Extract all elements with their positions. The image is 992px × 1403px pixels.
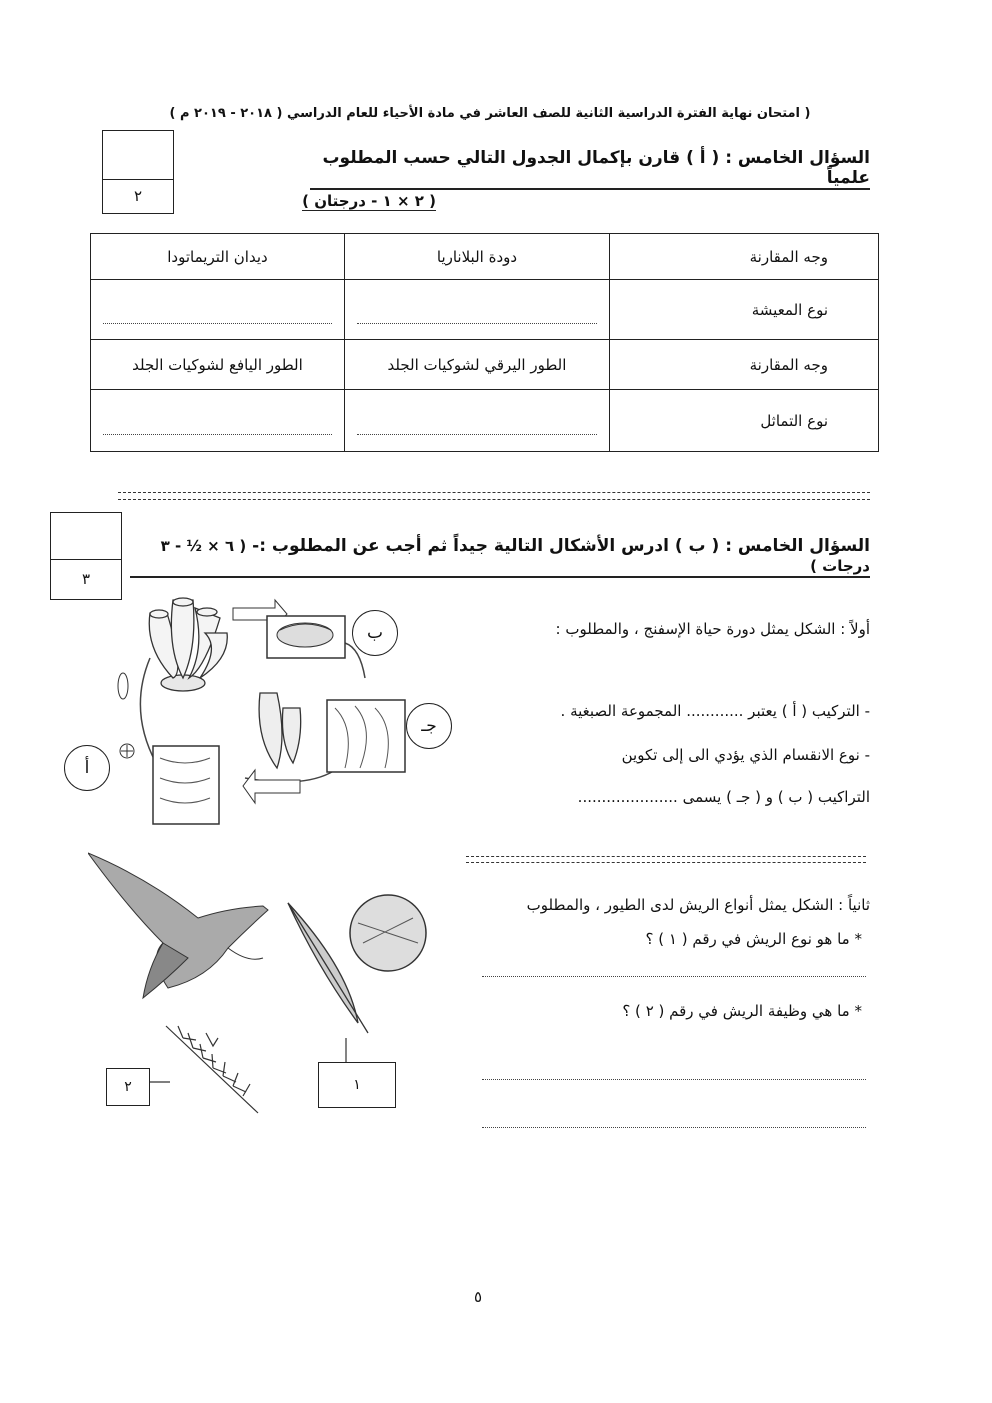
table-row bbox=[91, 280, 879, 340]
part1-item3: التراكيب ( ب ) و ( جـ ) يسمى ..................... bbox=[577, 788, 870, 806]
comparison-table bbox=[90, 233, 879, 452]
section-divider bbox=[118, 492, 870, 500]
part1-item1: - التركيب ( أ ) يعتبر ............ المجموعة الصبغية . bbox=[560, 702, 870, 720]
answer-line[interactable] bbox=[482, 975, 866, 977]
part2-question2: * ما هي وظيفة الريش في رقم ( ٢ ) ؟ bbox=[622, 1002, 862, 1020]
table-row bbox=[91, 234, 879, 280]
question-5a-marks: ( ٢ × ١ - درجتان ) bbox=[302, 192, 436, 210]
row-label: نوع المعيشة bbox=[610, 280, 879, 340]
answer-cell[interactable] bbox=[344, 390, 609, 452]
score-value: ٢ bbox=[103, 179, 173, 212]
table-row bbox=[91, 340, 879, 390]
part1-item2: - نوع الانقسام الذي يؤدي الى إلى تكوين bbox=[621, 746, 870, 764]
question-5b-title-text: السؤال الخامس : ( ب ) ادرس الأشكال التالية جيداً ثم أجب عن المطلوب :- bbox=[252, 536, 870, 556]
question-5a-title: السؤال الخامس : ( أ ) قارن بإكمال الجدول التالي حسب المطلوب علمياً bbox=[310, 148, 870, 190]
table-cell: الطور اليرقي لشوكيات الجلد bbox=[344, 340, 609, 390]
answer-cell[interactable] bbox=[91, 280, 345, 340]
section-divider bbox=[466, 856, 866, 863]
label-c-circle: جـ bbox=[406, 703, 452, 749]
score-value: ٣ bbox=[51, 559, 121, 598]
young-sponge-drawing bbox=[259, 693, 301, 768]
pigeon-drawing bbox=[88, 853, 268, 998]
adult-sponge-drawing bbox=[149, 598, 227, 691]
row-label: نوع التماثل bbox=[610, 390, 879, 452]
part1-intro: أولاً : الشكل يمثل دورة حياة الإسفنج ، والمطلوب : bbox=[555, 620, 870, 638]
label-b-circle: ب bbox=[352, 610, 398, 656]
answer-line[interactable] bbox=[482, 1078, 866, 1080]
question-5b-marks: ( ٦ × ½ - ٣ درجات ) bbox=[160, 537, 870, 575]
table-cell: ديدان التريماتودا bbox=[91, 234, 345, 280]
answer-cell[interactable] bbox=[91, 390, 345, 452]
label-a-circle: أ bbox=[64, 745, 110, 791]
feather-label-2: ٢ bbox=[106, 1068, 150, 1106]
table-row bbox=[91, 390, 879, 452]
part2-question1: * ما هو نوع الريش في رقم ( ١ ) ؟ bbox=[645, 930, 862, 948]
table-cell: الطور اليافع لشوكيات الجلد bbox=[91, 340, 345, 390]
answer-line[interactable] bbox=[482, 1126, 866, 1128]
feather-label-1: ١ bbox=[318, 1062, 396, 1108]
answer-cell[interactable] bbox=[344, 280, 609, 340]
exam-title: ( امتحان نهاية الفترة الدراسية الثانية للصف العاشر في مادة الأحياء للعام الدراسي ( ٢٠١٨ - ٢٠١٩ م ) bbox=[169, 106, 811, 121]
down-feather-drawing bbox=[166, 1026, 258, 1113]
part2-intro: ثانياً : الشكل يمثل أنواع الريش لدى الطيور ، والمطلوب bbox=[526, 896, 870, 914]
row-label: وجه المقارنة bbox=[610, 234, 879, 280]
row-label: وجه المقارنة bbox=[610, 340, 879, 390]
question-5b-title bbox=[130, 536, 870, 578]
page-number: ٥ bbox=[474, 1288, 483, 1306]
table-cell: دودة البلاناريا bbox=[344, 234, 609, 280]
score-box-q5a bbox=[102, 130, 174, 214]
